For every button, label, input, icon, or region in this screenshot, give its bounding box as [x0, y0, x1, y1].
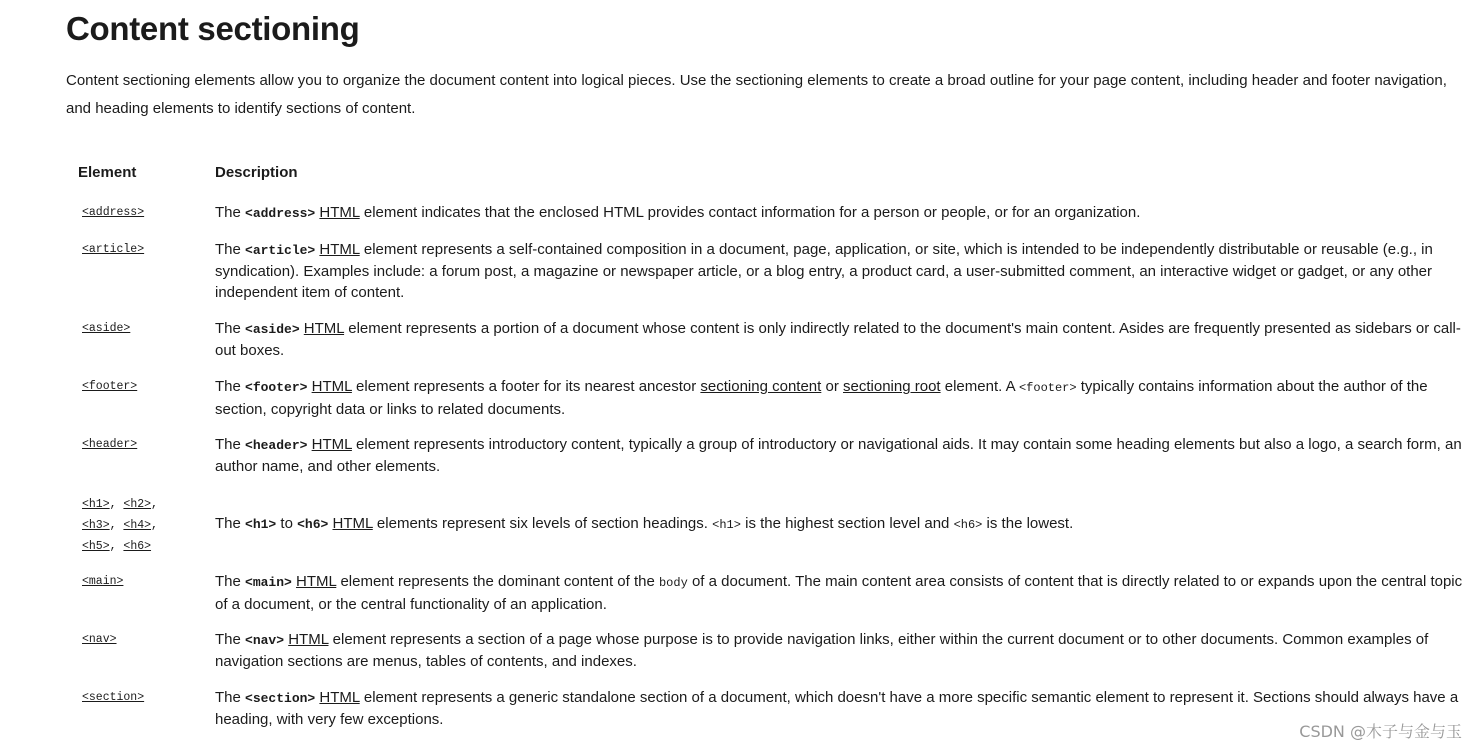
- inline-link[interactable]: HTML: [319, 204, 360, 221]
- element-cell: [82, 571, 207, 592]
- element-code: <nav>: [245, 633, 285, 648]
- element-code: <section>: [245, 691, 316, 706]
- column-header-element: Element: [78, 164, 137, 181]
- inline-link[interactable]: sectioning root: [843, 378, 941, 395]
- element-link[interactable]: <article>: [82, 243, 145, 256]
- element-link[interactable]: <h4>: [123, 519, 152, 532]
- element-link[interactable]: <h1>: [82, 498, 110, 511]
- element-link[interactable]: <header>: [82, 438, 138, 451]
- inline-link[interactable]: HTML: [296, 573, 337, 590]
- element-link[interactable]: <aside>: [82, 322, 131, 335]
- description-cell: The <article> HTML element represents a self-contained composition in a document, page, application, or site, which is intended to be independently distributable or reusable (e.g., in syndication). Examples include: a forum post, a magazine or newspaper article, or a blog entry, a product card, a user-submitted comment, an interactive widget or gadget, or any other independent item of content.: [215, 241, 1433, 301]
- element-cell: [82, 239, 207, 260]
- element-code: <main>: [245, 575, 292, 590]
- element-link[interactable]: <footer>: [82, 380, 138, 393]
- element-cell: [82, 318, 207, 339]
- element-code: <article>: [245, 243, 316, 258]
- inline-link[interactable]: HTML: [311, 436, 352, 453]
- element-code: <header>: [245, 438, 308, 453]
- inline-link[interactable]: sectioning content: [700, 378, 822, 395]
- element-link[interactable]: <section>: [82, 691, 145, 704]
- element-link[interactable]: <h2>: [123, 498, 152, 511]
- element-cell: [82, 202, 207, 223]
- element-code: <h1>: [245, 517, 277, 532]
- element-link[interactable]: <h5>: [82, 540, 110, 553]
- description-cell: The <main> HTML element represents the dominant content of the body of a document. The main content area consists of content that is directly related to or expands upon the central topic of a document, or the central functionality of an application.: [215, 573, 1463, 613]
- description-cell: The <header> HTML element represents introductory content, typically a group of introductory or navigational aids. It may contain some heading elements but also a logo, a search form, an author name, and other elements.: [215, 436, 1462, 475]
- inline-link[interactable]: HTML: [332, 515, 373, 532]
- element-cell: [82, 376, 207, 397]
- inline-link[interactable]: HTML: [303, 320, 345, 337]
- element-cell: [82, 687, 207, 708]
- inline-code: <footer>: [1018, 381, 1077, 395]
- inline-code: <h6>: [953, 518, 983, 532]
- description-cell: The <nav> HTML element represents a section of a page whose purpose is to provide navigation links, either within the current document or to other documents. Common examples of navigation sections are menus, tables of contents, and indexes.: [215, 631, 1429, 670]
- inline-code: <h1>: [712, 518, 741, 532]
- column-header-description: Description: [215, 164, 298, 181]
- description-cell: The <aside> HTML element represents a portion of a document whose content is only indirectly related to the document's main content. Asides are frequently presented as sidebars or call-out boxes.: [215, 320, 1461, 359]
- element-cell: <h1>, <h2>, <h3>, <h4>, <h5>, <h6>: [82, 498, 158, 553]
- element-link[interactable]: <h3>: [82, 519, 110, 532]
- inline-link[interactable]: HTML: [319, 241, 360, 258]
- inline-link[interactable]: HTML: [288, 631, 329, 648]
- description-cell: The <address> HTML element indicates that the enclosed HTML provides contact information for a person or people, or for an organization.: [215, 204, 1141, 221]
- description-cell: The <footer> HTML element represents a footer for its nearest ancestor sectioning content or sectioning root element. A <footer> typically contains information about the author of the section, copyright data or links to related documents.: [215, 378, 1428, 418]
- element-code: <h6>: [297, 517, 329, 532]
- inline-code: body: [658, 576, 688, 590]
- element-cell: [82, 434, 207, 455]
- intro-paragraph: Content sectioning elements allow you to organize the document content into logical pieces. Use the sectioning elements to create a broad outline for your page content, including header and footer navigation, and heading elements to identify sections of content.: [66, 72, 1447, 117]
- page-title: Content sectioning: [66, 10, 360, 47]
- element-code: <address>: [245, 206, 316, 221]
- element-link[interactable]: <nav>: [82, 633, 117, 646]
- description-cell: The <section> HTML element represents a generic standalone section of a document, which doesn't have a more specific semantic element to represent it. Sections should always have a heading, with very few exceptions.: [215, 689, 1459, 728]
- element-cell: [82, 629, 207, 650]
- description-cell: The <h1> to <h6> HTML elements represent six levels of section headings. <h1> is the highest section level and <h6> is the lowest.: [215, 515, 1074, 532]
- inline-link[interactable]: HTML: [311, 378, 352, 395]
- inline-link[interactable]: HTML: [319, 689, 360, 706]
- element-code: <aside>: [245, 322, 300, 337]
- watermark: CSDN @木子与金与玉: [1299, 722, 1462, 741]
- element-link[interactable]: <h6>: [123, 540, 152, 553]
- element-link[interactable]: <address>: [82, 206, 145, 219]
- element-link[interactable]: <main>: [82, 575, 124, 588]
- element-code: <footer>: [245, 380, 308, 395]
